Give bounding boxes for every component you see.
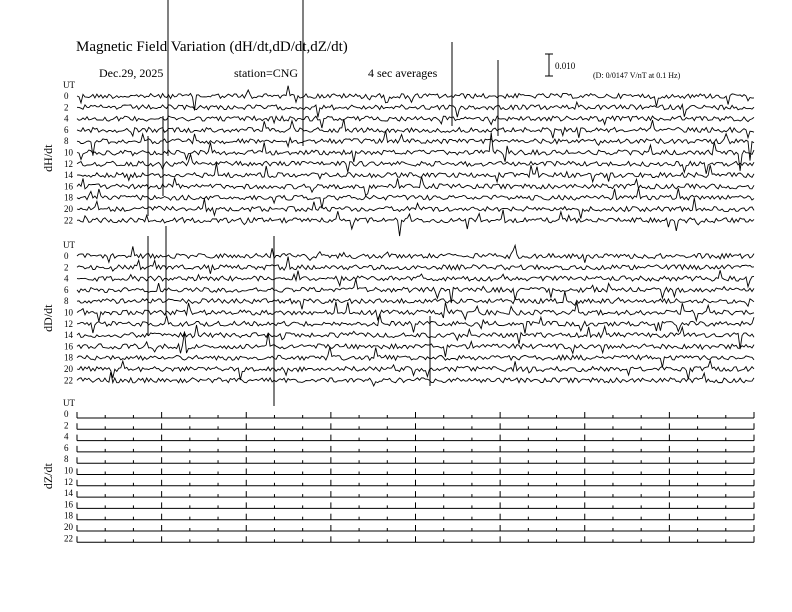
scale-bar-value: 0.010 — [555, 61, 576, 71]
row-label: 4 — [64, 113, 69, 124]
panel-dZ-dt — [41, 398, 754, 543]
panel-ylabel: dZ/dt — [41, 463, 55, 490]
row-label: 4 — [64, 273, 69, 284]
row-label: 14 — [64, 170, 73, 181]
row-label: 0 — [64, 91, 69, 101]
row-label: 18 — [64, 352, 73, 363]
row-label: 10 — [64, 465, 73, 476]
trace-line — [77, 210, 754, 236]
averaging-label: 4 sec averages — [368, 66, 438, 80]
trace-line — [77, 133, 754, 171]
row-label: 8 — [64, 136, 69, 147]
row-label: 0 — [64, 409, 69, 419]
trace-line — [77, 314, 754, 334]
row-label: 18 — [64, 510, 73, 521]
panel-dD-dt — [41, 226, 754, 406]
row-label: 16 — [64, 181, 73, 192]
panel-ylabel: dD/dt — [41, 304, 55, 332]
trace-line — [77, 102, 754, 117]
row-label: 22 — [64, 215, 73, 226]
trace-line — [77, 177, 754, 196]
row-label: 2 — [64, 102, 69, 113]
ut-axis-label: UT — [63, 240, 75, 250]
trace-line — [77, 131, 754, 161]
row-label: 22 — [64, 375, 73, 386]
row-label: 14 — [64, 330, 73, 341]
trace-line — [77, 245, 754, 262]
row-label: 16 — [64, 341, 73, 352]
trace-line — [77, 257, 754, 274]
row-label: 12 — [64, 476, 73, 487]
row-label: 12 — [64, 318, 73, 329]
trace-line — [77, 302, 754, 322]
row-label: 10 — [64, 147, 73, 158]
row-label: 20 — [64, 204, 73, 214]
trace-line — [77, 360, 754, 380]
trace-line — [77, 198, 754, 218]
trace-line — [77, 279, 754, 303]
row-label: 0 — [64, 251, 69, 261]
panel-dH-dt — [41, 0, 754, 236]
row-label: 6 — [64, 124, 69, 135]
trace-line — [77, 154, 754, 174]
trace-line — [77, 188, 754, 209]
row-label: 18 — [64, 192, 73, 203]
row-label: 22 — [64, 533, 73, 544]
station-label: station=CNG — [234, 66, 299, 80]
row-label: 16 — [64, 499, 73, 510]
row-label: 2 — [64, 420, 69, 431]
row-label: 12 — [64, 158, 73, 169]
scale-note: (D: 0/0147 V/nT at 0.1 Hz) — [593, 71, 681, 80]
trace-line — [77, 292, 754, 310]
row-label: 6 — [64, 284, 69, 295]
row-label: 14 — [64, 488, 73, 499]
trace-line — [77, 347, 754, 368]
row-label: 10 — [64, 307, 73, 318]
row-label: 8 — [64, 296, 69, 307]
panel-ylabel: dH/dt — [41, 144, 55, 172]
row-label: 6 — [64, 442, 69, 453]
ut-axis-label: UT — [63, 80, 75, 90]
row-label: 4 — [64, 431, 69, 442]
chart-title: Magnetic Field Variation (dH/dt,dD/dt,dZ/dt) — [76, 39, 348, 55]
ut-axis-label: UT — [63, 398, 75, 408]
trace-line — [77, 119, 754, 138]
row-label: 8 — [64, 454, 69, 465]
date-label: Dec.29, 2025 — [99, 66, 164, 80]
trace-line — [77, 270, 754, 286]
row-label: 20 — [64, 522, 73, 532]
trace-line — [77, 332, 754, 357]
row-label: 2 — [64, 262, 69, 273]
trace-line — [77, 372, 754, 386]
row-label: 20 — [64, 364, 73, 374]
